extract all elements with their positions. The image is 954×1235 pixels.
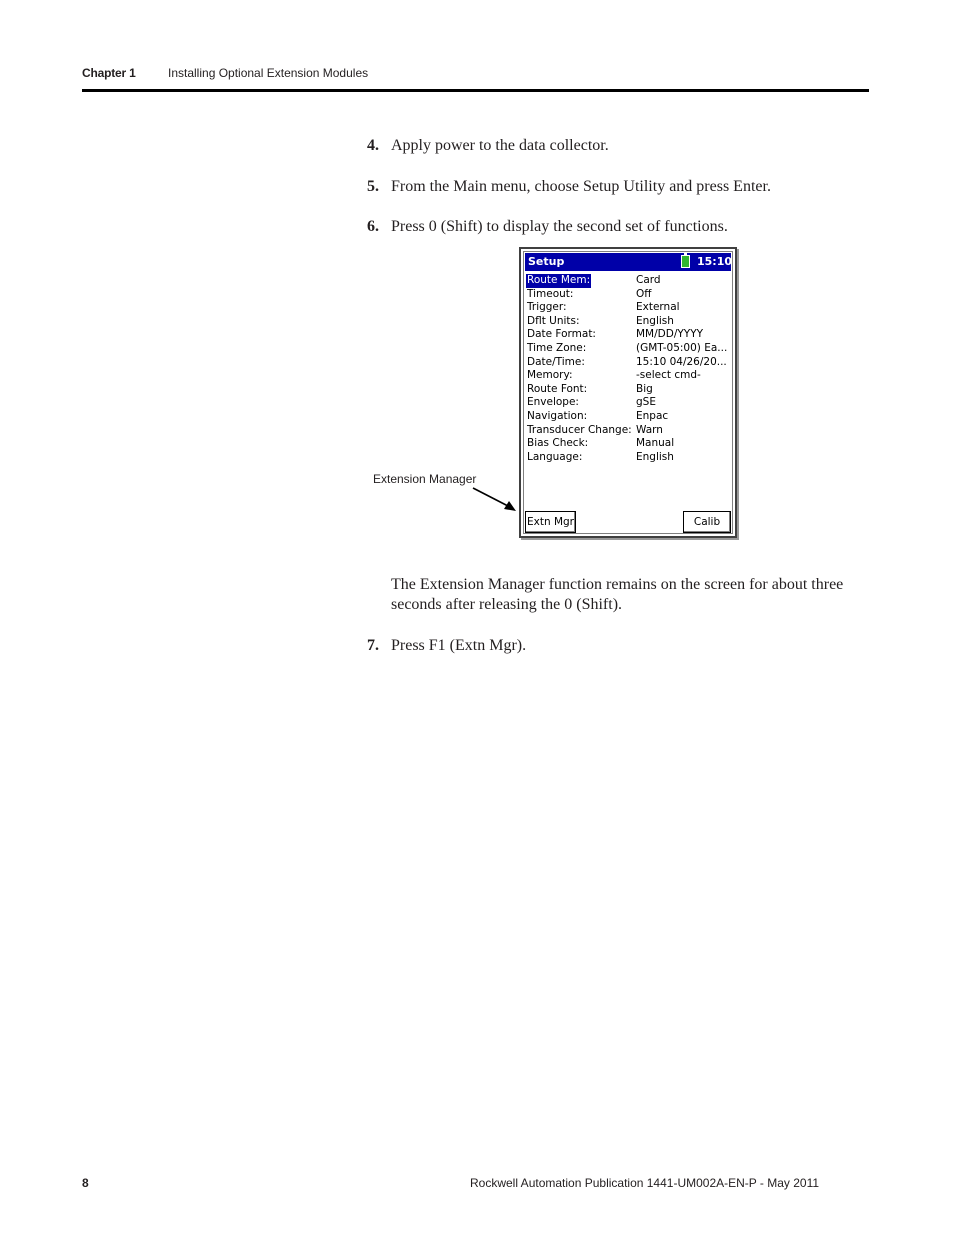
step-text: Press F1 (Extn Mgr). [391, 637, 527, 654]
setup-row-value: Manual [636, 437, 675, 450]
step-7 [367, 636, 526, 656]
step-number: 6. [367, 218, 379, 235]
battery-icon [681, 255, 690, 268]
header-rule [82, 89, 869, 92]
setup-row-value: gSE [636, 396, 656, 409]
chapter-label: Chapter 1 [82, 66, 136, 80]
setup-row-label: Dflt Units: [527, 314, 580, 327]
device-screen [519, 247, 737, 538]
setup-row-value: Enpac [636, 409, 669, 422]
setup-row-value: 15:10 04/26/20... [636, 355, 727, 368]
setup-row-label: Route Mem: [527, 274, 591, 286]
callout-label: Extension Manager [373, 472, 477, 486]
step-5 [367, 177, 771, 197]
publication-info: Rockwell Automation Publication 1441-UM002A-EN-P - May 2011 [470, 1176, 820, 1190]
setup-row-label: Navigation: [527, 409, 588, 422]
screen-title: Setup [528, 255, 565, 268]
setup-row-value: English [636, 450, 674, 463]
step-number: 4. [367, 137, 379, 154]
step-text: Apply power to the data collector. [391, 137, 609, 154]
setup-row-label: Envelope: [527, 396, 579, 409]
setup-row-value: MM/DD/YYYY [636, 328, 704, 341]
setup-row-value: English [636, 314, 674, 327]
step-text: From the Main menu, choose Setup Utility and press Enter. [391, 178, 771, 195]
screen-clock: 15:10 [697, 255, 733, 268]
setup-row-value: Card [636, 274, 661, 286]
setup-row-value: -select cmd- [636, 369, 701, 382]
page-number: 8 [82, 1176, 89, 1190]
setup-row-label: Timeout: [527, 287, 574, 300]
callout-arrow-icon [470, 484, 518, 514]
step-number: 5. [367, 178, 379, 195]
setup-row-value: (GMT-05:00) Ea... [636, 341, 728, 354]
chapter-title: Installing Optional Extension Modules [168, 66, 369, 80]
setup-row-value: Warn [636, 423, 663, 436]
explanation-paragraph: The Extension Manager function remains on the screen for about three seconds after releasing the 0 (Shift). [391, 576, 844, 613]
setup-row-value: External [636, 301, 680, 314]
setup-row-label: Memory: [527, 369, 573, 382]
setup-row-value: Off [636, 287, 652, 300]
setup-row-label: Route Font: [527, 382, 588, 395]
calib-softkey[interactable]: Calib [683, 511, 731, 533]
step-4 [367, 136, 609, 156]
setup-row-label: Date Format: [527, 328, 596, 341]
setup-row-label: Trigger: [527, 301, 567, 314]
setup-row-label: Language: [527, 450, 583, 463]
setup-row-label: Transducer Change: [527, 423, 632, 436]
step-number: 7. [367, 637, 379, 654]
step-6 [367, 217, 728, 237]
setup-row-value: Big [636, 382, 653, 395]
setup-row-label: Time Zone: [527, 341, 587, 354]
extn-mgr-softkey[interactable]: Extn Mgr [525, 511, 576, 533]
setup-row-label: Bias Check: [527, 437, 589, 450]
step-text: Press 0 (Shift) to display the second set of functions. [391, 218, 728, 235]
screen-titlebar [525, 253, 731, 271]
setup-row-label: Date/Time: [527, 355, 585, 368]
